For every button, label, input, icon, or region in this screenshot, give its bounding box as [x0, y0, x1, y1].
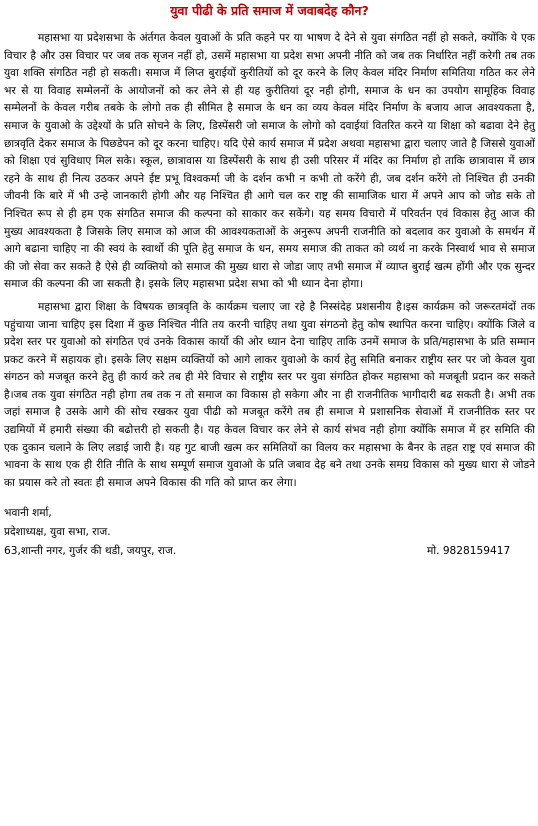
signature-designation: प्रदेशाध्यक्ष, युवा सभा, राज.: [4, 526, 111, 539]
paragraph-2: महासभा द्वारा शिक्षा के विषयक छात्रवृति के कार्यक्रम चलाए जा रहे है निस्संदेह प्रशसनीय है।इस कार्यक्रम को जरूरतमंदों तक पहुंचाया जाना चाहिए इस दिशा में कुछ निश्चित नीति तय करनी चाहिए तथा युवा संगठनो हेतु कोष स्थापित करना चाहिए। क्योंकि जिले व प्रदेश स्तर पर युवाओ को संगठित एवं उनके विकास कार्यो की ओर ध्यान देना चाहिए ताकि उनमें समाज के प्रति/महासभा के प्रति सम्मान प्रकट करने में सहायक हो। इसके लिए सक्षम व्यक्तियों को आगे लाकर युवाओ के कार्य हेतु समिति बनाकर राष्ट्रीय स्तर पर जो केवल युवा संगठन को मजबूत करने हेतु ही कार्य करे तब ही मेरे विचार से राष्ट्रीय स्तर पर युवा संगठित होकर महासभा को मजबूती प्रदान कर सकते है।जब तक युवा संगठित नही होगा तब तक न तो समाज का विकास हो सकेगा और ना ही राजनीतिक भागीदारी बढ सकती है। अभी तक जहां समाज है उसके आगे की सोच रखकर युवा पीढी को मजबूत करेंगे तब ही समाज मे प्रशासनिक सेवाओं में राजनीतिक स्तर पर उद्यमियों में हमारी संख्या की बढोत्तरी हो सकती है। यह केवल विचार कर लेने से कार्य संभव नही होगा क्योंकि समाज में हर समिति की एक दुकान चलाने के लिए लडाई जारी है। यह गुट बाजी खत्म कर समितियों का विलय कर महासभा के बैनर के तहत राष्ट्र एवं समाज की भावना के साथ एक ही रीति नीति के साथ सम्पूर्ण समाज युवाओ के प्रति जबाव देह बने तथा उनके समग्र विकास को मुख्य धारा से जोडने का प्रयास करे तो स्वतः ही समाज अपने विकास की गति को प्राप्त कर लेगा।: [4, 300, 535, 489]
signature-phone: मो. 9828159417: [427, 545, 511, 558]
signature-block: [4, 504, 535, 561]
signature-address: 63,शान्ती नगर, गुर्जर की थडी, जयपुर, राज.: [4, 545, 177, 558]
signature-contact-row: [4, 542, 535, 561]
signature-name: भवानी शर्मा,: [4, 507, 52, 520]
document-title: युवा पीढी के प्रति समाज में जवाबदेह कौन?: [170, 3, 369, 18]
paragraph-1: महासभा या प्रदेशसभा के अंर्तगत केवल युवाओं के प्रति कहने पर या भाषण दे देने से युवा संगठित नहीं हो सकते, क्योंकि ये एक विचार है और उस विचार पर जब तक सृजन नहीं हो, उसमें महासभा या प्रदेश सभा अपनी नीति को जब तक निर्धारित नहीं करेगी तब तक युवा शक्ति संगठित नही हो सकती। समाज में लिप्त बुराईयों कुरीतियों को दूर करने के लिए केवल मंदिर निर्माण समितिया गठित कर लेने भर से या विवाह सम्मेलनों के आयोजनों को कर लेने से ही यह कुरीतियां दूर नही होगी, समाज के धन का उपयोग सामूहिक विवाह सम्मेलनों के केवल गरीब तबके के लोगो तक ही सीमित है समाज के धन का व्यय केवल मंदिर निर्माण के बजाय आज आवश्यकता है, समाज के युवाओ के उद्देश्यों के प्रति सोचने के लिए, डिस्पेंसरी जो समाज के लोगो को दवाईयां वितरित करने या शिक्षा को बढावा देने हेतु छात्रवृति देकर समाज के पिछडेपन को दूर करना चाहिए। यदि ऐसे कार्य समाज में प्रदेश अथवा महासभा द्वारा चलाए जाते है जिससे युवाओं को शिक्षा एवं सुविधाए मिल सके। स्कूल, छात्रावास या डिस्पेंसरी के साथ ही उसी परिसर में मंदिर का निर्माण हो ताकि छात्रावास में छात्र रहने के साथ ही नित्य उठकर अपने ईष्ट प्रभू विश्वकर्मा जी के दर्शन कभी न कभी तो करेंगे ही, जब दर्शन करेंगे तो निश्चित ही उनकी जीवनी कि बारे में भी उन्हे जानकारी होगी और यह निश्चित ही आगे चल कर राष्ट्र की सामाजिक धारा में अपने आप को जोड सके तो निश्चित रूप से ही हम एक संगठित समाज की कल्पना को साकार कर सकेंगे। यह समय विचारो में परिवर्तन एवं विकास हेतु आज की मुख्य आवश्यकता है जिसके लिए समाज को आज की आवश्यकताओं के अनुरूप अपनी राजनीति को बदलाव कर युवाओ के समर्थन में आगे बढाना चाहिए ना की स्वयं के स्वार्थो की पूति हेतु समाज के धन, समय समाज की ताकत को व्यर्थ ना करके निस्वार्थ भाव से समाज की जो सेवा कर सकते है ऐसे ही व्यक्तियो को समाज की मुख्य धारा से जोडा जाए तभी समाज में व्याप्त बुराई खत्म होंगी और एक सुन्दर समाज की कल्पना की जा सकती है। इसके लिए महासभा प्रदेश सभा को भी ध्यान देना होगा।: [4, 32, 535, 291]
